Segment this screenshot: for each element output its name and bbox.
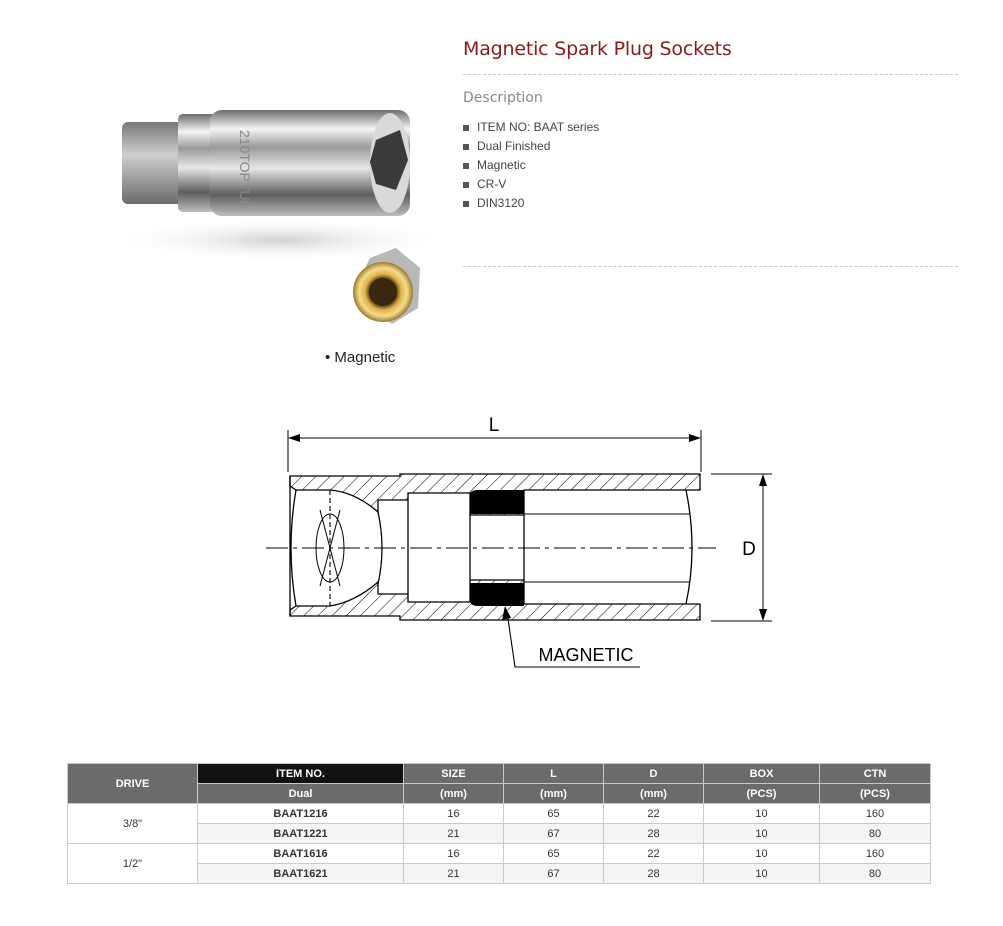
l-cell: 65 (504, 804, 604, 824)
list-item: DIN3120 (463, 194, 599, 213)
header-drive: DRIVE (68, 764, 198, 804)
ctn-cell: 160 (820, 844, 931, 864)
magnetic-label: MAGNETIC (538, 645, 634, 665)
item-cell: BAAT1221 (198, 824, 404, 844)
drive-cell: 3/8" (68, 804, 198, 844)
technical-drawing (260, 405, 780, 680)
table-row (68, 824, 931, 844)
spec-table (67, 763, 931, 884)
bullet-icon (463, 163, 469, 169)
header-ctn-unit: (PCS) (820, 784, 931, 804)
table-row (68, 844, 931, 864)
l-cell: 67 (504, 824, 604, 844)
bullet-icon (463, 201, 469, 207)
list-item: ITEM NO: BAAT series (463, 118, 599, 137)
d-cell: 28 (604, 864, 704, 884)
bullet-icon (463, 144, 469, 150)
box-cell: 10 (704, 844, 820, 864)
table-row (68, 804, 931, 824)
list-item: CR-V (463, 175, 599, 194)
header-l: L (504, 764, 604, 784)
size-cell: 16 (404, 804, 504, 824)
product-photo (100, 80, 430, 380)
item-cell: BAAT1616 (198, 844, 404, 864)
engraving-text: 210TOPTUL (237, 130, 253, 209)
length-label: L (488, 415, 500, 436)
table-row (68, 864, 931, 884)
item-cell: BAAT1216 (198, 804, 404, 824)
list-item: Dual Finished (463, 137, 599, 156)
header-item-sub: Dual (198, 784, 404, 804)
d-cell: 22 (604, 804, 704, 824)
d-cell: 22 (604, 844, 704, 864)
l-cell: 65 (504, 844, 604, 864)
description-heading: Description (463, 90, 543, 106)
ctn-cell: 80 (820, 824, 931, 844)
header-box-unit: (PCS) (704, 784, 820, 804)
header-size-unit: (mm) (404, 784, 504, 804)
ctn-cell: 80 (820, 864, 931, 884)
size-cell: 21 (404, 864, 504, 884)
feature-list (463, 118, 599, 213)
item-cell: BAAT1621 (198, 864, 404, 884)
size-cell: 16 (404, 844, 504, 864)
list-item: Magnetic (463, 156, 599, 175)
header-box: BOX (704, 764, 820, 784)
page-title: Magnetic Spark Plug Sockets (463, 38, 732, 60)
header-size: SIZE (404, 764, 504, 784)
l-cell: 67 (504, 864, 604, 884)
header-item-no: ITEM NO. (198, 764, 404, 784)
header-d: D (604, 764, 704, 784)
bullet-icon (463, 125, 469, 131)
ctn-cell: 160 (820, 804, 931, 824)
diameter-label: D (742, 539, 756, 560)
header-d-unit: (mm) (604, 784, 704, 804)
bullet-icon (463, 182, 469, 188)
header-ctn: CTN (820, 764, 931, 784)
box-cell: 10 (704, 864, 820, 884)
divider (463, 266, 958, 267)
size-cell: 21 (404, 824, 504, 844)
d-cell: 28 (604, 824, 704, 844)
header-l-unit: (mm) (504, 784, 604, 804)
box-cell: 10 (704, 824, 820, 844)
divider (463, 74, 958, 75)
drive-cell: 1/2" (68, 844, 198, 884)
box-cell: 10 (704, 804, 820, 824)
image-caption: • Magnetic (325, 349, 396, 366)
